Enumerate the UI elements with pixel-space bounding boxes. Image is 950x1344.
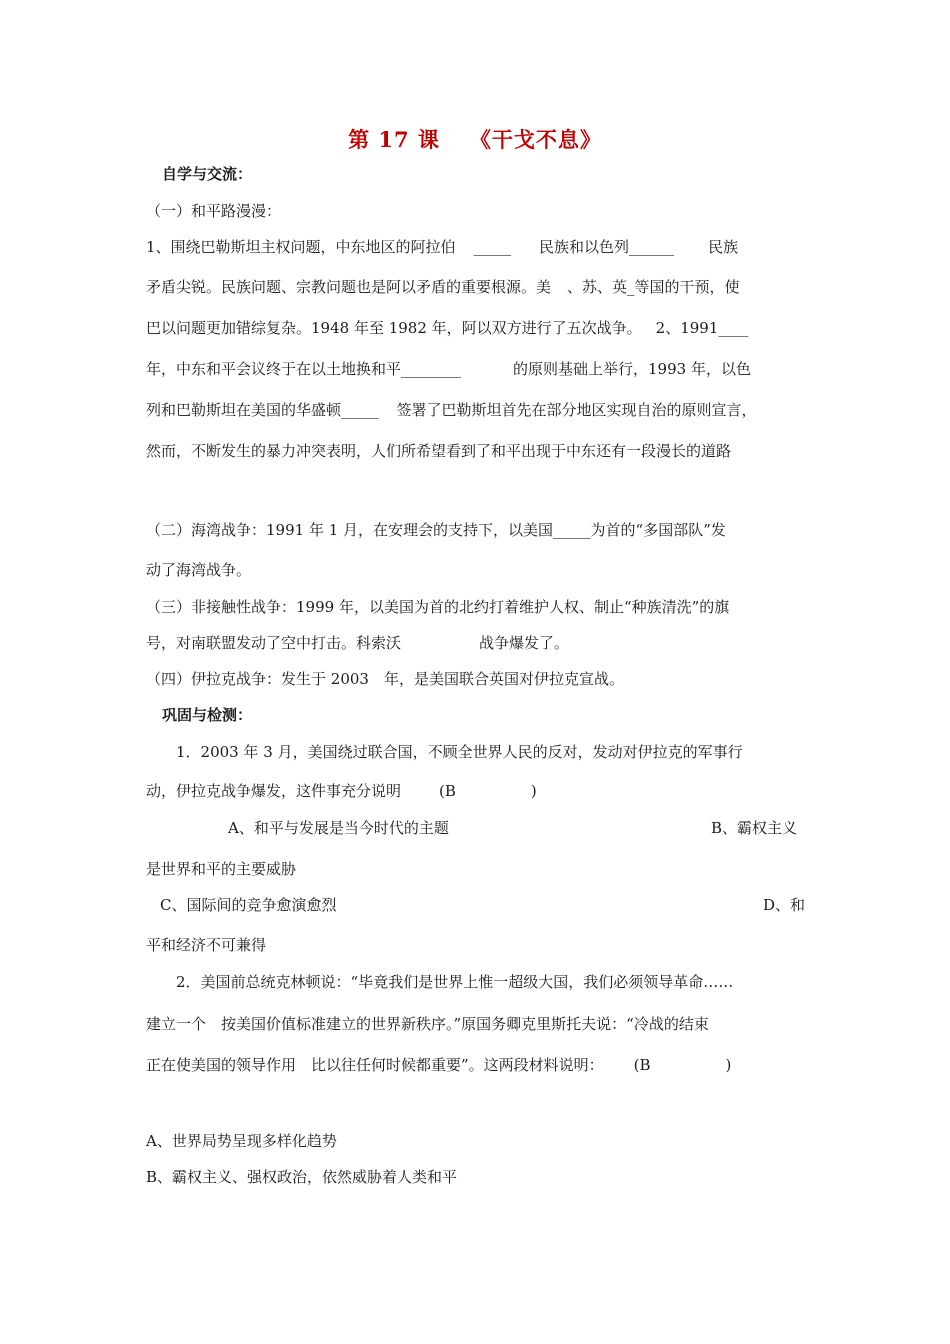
text-segment: 动，伊拉克战争爆发，这件事充分说明 (146, 782, 402, 800)
section1-line2 (146, 276, 740, 298)
section2-line1: （二）海湾战争：1991 年 1 月，在安理会的支持下，以美国_____为首的“多国部队”发 (146, 521, 726, 539)
section1-heading: （一）和平路漫漫： (146, 202, 282, 220)
q1-option-b-cont: 是世界和平的主要威胁 (146, 860, 297, 878)
section1-line5 (146, 399, 757, 421)
heading-consolidate: 巩固与检测： (162, 706, 253, 724)
text-segment: 2、1991____ (655, 319, 749, 337)
text-segment: 战争爆发了。 (479, 634, 570, 652)
lesson-number: 第 17 课 (348, 127, 440, 152)
section1-line6: 然而，不断发生的暴力冲突表明，人们所希望看到了和平出现于中东还有一段漫长的道路 (146, 442, 732, 460)
text-segment: 号，对南联盟发动了空中打击。科索沃 (146, 634, 402, 652)
section1-line1 (146, 236, 738, 258)
q2-stem-line2: 建立一个 按美国价值标准建立的世界新秩序。”原国务卿克里斯托夫说：“冷战的结束 (146, 1015, 709, 1033)
q1-answer: (B ) (439, 782, 537, 800)
q2-stem-line1: 2．美国前总统克林顿说：“毕竟我们是世界上惟一超级大国，我们必须领导革命…… (176, 973, 734, 991)
text-segment: 正在使美国的领导作用 比以往任何时候都重要”。这两段材料说明： (146, 1056, 604, 1074)
q1-option-a: A、和平与发展是当今时代的主题 (228, 819, 449, 837)
section1-line4 (146, 358, 751, 380)
q1-option-d-cont: 平和经济不可兼得 (146, 936, 267, 954)
q1-stem-line1: 1．2003 年 3 月，美国绕过联合国，不顾全世界人民的反对，发动对伊拉克的军事行 (176, 743, 743, 761)
text-segment: 民族 (708, 238, 739, 256)
text-segment: 列和巴勒斯坦在美国的华盛顿_____ (146, 401, 379, 419)
q2-stem-line3 (146, 1054, 731, 1076)
q1-option-b: B、霸权主义 (711, 819, 798, 837)
q1-stem-line2 (146, 780, 537, 802)
q1-option-d: D、和 (763, 896, 806, 914)
q2-option-a: A、世界局势呈现多样化趋势 (146, 1132, 337, 1150)
blank-arab: _____ (473, 238, 512, 256)
section3-line2 (146, 632, 569, 654)
section4-line1: （四）伊拉克战争：发生于 2003 年，是美国联合英国对伊拉克宣战。 (146, 670, 624, 688)
q2-answer: (B ) (633, 1056, 732, 1074)
text-segment: 签署了巴勒斯坦首先在部分地区实现自治的原则宣言， (396, 401, 757, 419)
text-segment: 年，中东和平会议终于在以土地换和平________ (146, 360, 462, 378)
text-segment: 巴以问题更加错综复杂。1948 年至 1982 年，阿以双方进行了五次战争。 (146, 319, 642, 337)
section3-line1: （三）非接触性战争：1999 年，以美国为首的北约打着维护人权、制止“种族清洗”的旗 (146, 598, 730, 616)
page-title (0, 124, 950, 154)
section1-line3 (146, 317, 748, 339)
section2-line2: 动了海湾战争。 (146, 561, 252, 579)
lesson-name: 《干戈不息》 (469, 127, 602, 152)
q1-option-c: C、国际间的竞争愈演愈烈 (160, 896, 337, 914)
q2-option-b: B、霸权主义、强权政治，依然威胁着人类和平 (146, 1168, 458, 1186)
text-segment: 1、围绕巴勒斯坦主权问题，中东地区的阿拉伯 (146, 238, 456, 256)
heading-self-study: 自学与交流： (162, 165, 253, 183)
text-segment: 矛盾尖锐。民族问题、宗教问题也是阿以矛盾的重要根源。美 (146, 278, 552, 296)
text-segment: 的原则基础上举行，1993 年，以色 (513, 360, 751, 378)
text-segment: 、苏、英_等国的干预，使 (567, 278, 740, 296)
text-segment: 民族和以色列______ (539, 238, 675, 256)
